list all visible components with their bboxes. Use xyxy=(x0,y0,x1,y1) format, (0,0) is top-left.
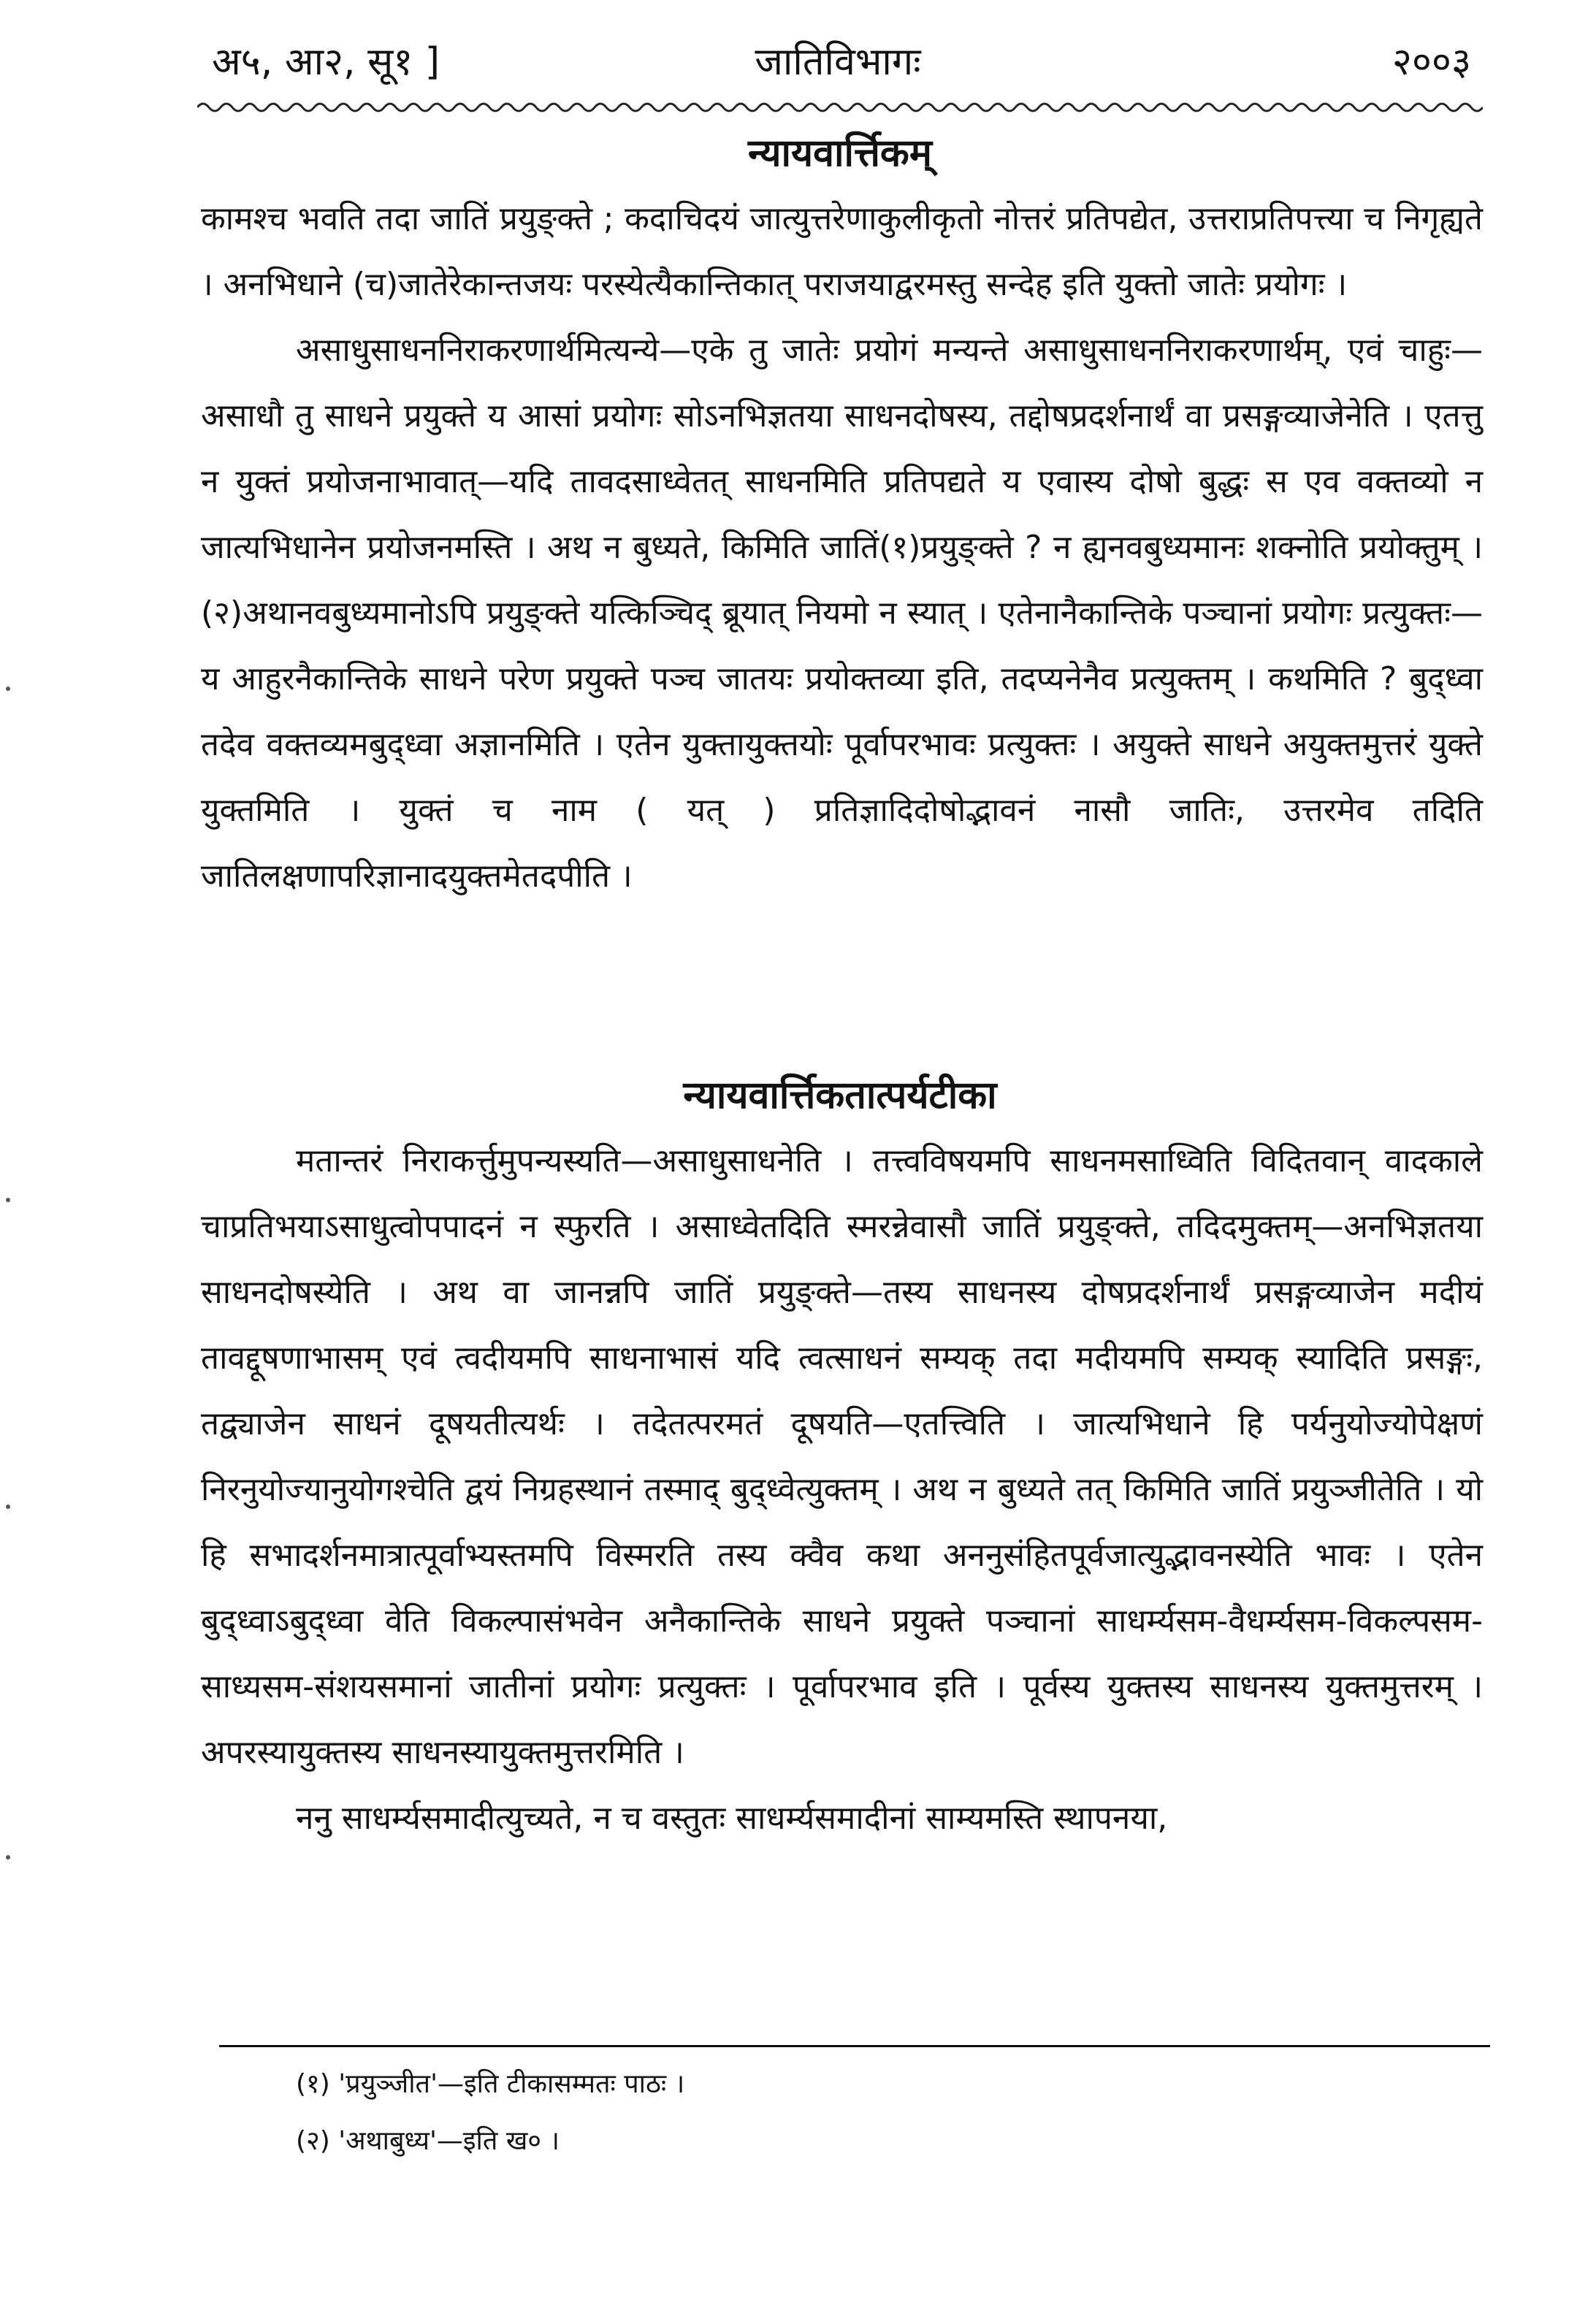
section-body-tatparyatika xyxy=(201,1128,1483,1851)
scan-mark xyxy=(6,1855,10,1859)
footnotes xyxy=(296,2056,1392,2170)
footnote: (२) 'अथाबुध्य'—इति ख० । xyxy=(296,2126,560,2156)
paragraph: मतान्तरं निराकर्त्तुमुपन्यस्यति—असाधुसाधनेति । तत्त्वविषयमपि साधनमसाध्विति विदितवान् वादकाले चाप्रतिभयाऽसाधुत्वोपपादनं न स्फुरति । असाध्वेतदिति स्मरन्नेवासौ जातिं प्रयुङ्क्ते, तदिदमुक्तम्—अनभिज्ञतया साधनदोषस्येति । अथ वा जानन्नपि जातिं प्रयुङ्क्ते—तस्य साधनस्य दोषप्रदर्शनार्थं प्रसङ्गव्याजेन मदीयं तावद्दूषणाभासम् एवं त्वदीयमपि साधनाभासं यदि त्वत्साधनं सम्यक् तदा मदीयमपि सम्यक् स्यादिति प्रसङ्गः, तद्व्याजेन साधनं दूषयतीत्यर्थः । तदेतत्परमतं दूषयति—एतत्त्विति । जात्यभिधाने हि पर्यनुयोज्योपेक्षणं निरनुयोज्यानुयोगश्चेति द्वयं निग्रहस्थानं तस्माद् बुद्ध्वेत्युक्तम् । अथ न बुध्यते तत् किमिति जातिं प्रयुञ्जीतेति । यो हि सभादर्शनमात्रात्पूर्वाभ्यस्तमपि विस्मरति तस्य क्वैव कथा अननुसंहितपूर्वजात्युद्भावनस्येति भावः । एतेन बुद्ध्वाऽबुद्ध्वा वेति विकल्पासंभवेन अनैकान्तिके साधने प्रयुक्ते पञ्चानां साधर्म्यसम-वैधर्म्यसम-विकल्पसम-साध्यसम-संशयसमानां जातीनां प्रयोगः प्रत्युक्तः । पूर्वापरभाव इति । पूर्वस्य युक्तस्य साधनस्य युक्तमुत्तरम् । अपरस्यायुक्तस्य साधनस्यायुक्तमुत्तरमिति । xyxy=(201,1142,1483,1771)
section-heading-tatparyatika: न्यायवार्त्तिकतात्पर्यटीका xyxy=(683,1074,997,1117)
section-heading-nyayavarttikam: न्यायवार्त्तिकम् xyxy=(748,131,932,175)
running-header xyxy=(197,29,1478,95)
paragraph: असाधुसाधननिराकरणार्थमित्यन्ये—एके तु जातेः प्रयोगं मन्यन्ते असाधुसाधननिराकरणार्थम्, एवं चाहुः—असाधौ तु साधने प्रयुक्ते य आसां प्रयोगः सोऽनभिज्ञतया साधनदोषस्य, तद्दोषप्रदर्शनार्थं वा प्रसङ्गव्याजेनेति । एतत्तु न युक्तं प्रयोजनाभावात्—यदि तावदसाध्वेतत् साधनमिति प्रतिपद्यते य एवास्य दोषो बुद्धः स एव वक्तव्यो न जात्यभिधानेन प्रयोजनमस्ति । अथ न बुध्यते, किमिति जातिं(१)प्रयुङ्क्ते ? न ह्यनवबुध्यमानः शक्नोति प्रयोक्तुम् । (२)अथानवबुध्यमानोऽपि प्रयुङ्क्ते यत्किञ्चिद् ब्रूयात् नियमो न स्यात् । एतेनानैकान्तिके पञ्चानां प्रयोगः प्रत्युक्तः—य आहुरनैकान्तिके साधने परेण प्रयुक्ते पञ्च जातयः प्रयोक्तव्या इति, तदप्यनेनैव प्रत्युक्तम् । कथमिति ? बुद्ध्वा तदेव वक्तव्यमबुद्ध्वा अज्ञानमिति । एतेन युक्तायुक्तयोः पूर्वापरभावः प्रत्युक्तः । अयुक्ते साधने अयुक्तमुत्तरं युक्ते युक्तमिति । युक्तं च नाम ( यत् ) प्रतिज्ञादिदोषोद्भावनं नासौ जातिः, उत्तरमेव तदिति जातिलक्षणापरिज्ञानादयुक्तमेतदपीति । xyxy=(201,332,1483,895)
header-wavy-rule xyxy=(197,99,1483,116)
section-body-nyayavarttikam xyxy=(201,186,1483,909)
header-title: जातिविभागः xyxy=(755,40,921,84)
header-reference: अ५, आ२, सू१ ] xyxy=(212,40,440,84)
paragraph: ननु साधर्म्यसमादीत्युच्यते, न च वस्तुतः साधर्म्यसमादीनां साम्यमस्ति स्थापनया, xyxy=(296,1800,1168,1837)
footnote-rule xyxy=(219,2045,1490,2047)
paragraph: कामश्च भवति तदा जातिं प्रयुङ्क्ते ; कदाचिदयं जात्युत्तरेणाकुलीकृतो नोत्तरं प्रतिपद्येत, उत्तराप्रतिपत्त्या च निगृह्यते । अनभिधाने (च)जातेरेकान्तजयः परस्येत्यैकान्तिकात् पराजयाद्वरमस्तु सन्देह इति युक्तो जातेः प्रयोगः । xyxy=(201,200,1483,303)
footnote: (१) 'प्रयुञ्जीत'—इति टीकासम्मतः पाठः । xyxy=(296,2069,685,2099)
scan-mark xyxy=(6,1198,10,1202)
scan-mark xyxy=(6,687,10,691)
scan-mark xyxy=(6,1505,10,1509)
page-number: २००३ xyxy=(1392,40,1471,84)
